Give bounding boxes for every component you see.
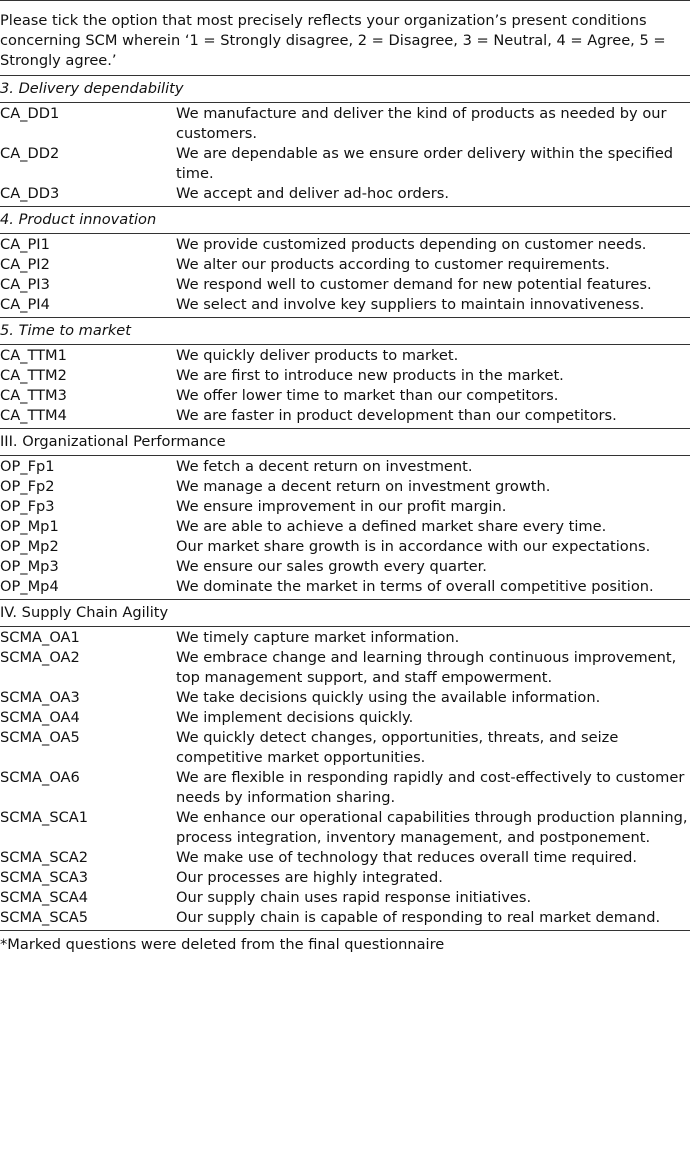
item-statement: We embrace change and learning through continuous improvement, top management support, and staff empowerment.	[176, 649, 677, 686]
item-statement: We manufacture and deliver the kind of products as needed by our customers.	[176, 105, 667, 142]
section-heading: 5. Time to market	[0, 317, 690, 345]
table-row	[0, 477, 690, 497]
item-code: CA_TTM2	[0, 367, 67, 384]
item-code: CA_PI4	[0, 296, 50, 313]
item-statement: Our processes are highly integrated.	[176, 869, 443, 886]
table-row	[0, 728, 690, 768]
item-statement: We implement decisions quickly.	[176, 709, 414, 726]
item-code: CA_TTM3	[0, 387, 67, 404]
item-code: OP_Fp3	[0, 498, 55, 515]
table-row	[0, 517, 690, 537]
item-code: OP_Mp4	[0, 578, 59, 595]
item-code: CA_PI1	[0, 236, 50, 253]
section-items	[0, 234, 690, 317]
item-code: OP_Fp1	[0, 458, 55, 475]
section-heading: 3. Delivery dependability	[0, 75, 690, 103]
item-statement: Our market share growth is in accordance with our expectations.	[176, 538, 651, 555]
item-code: SCMA_SCA3	[0, 869, 89, 886]
item-statement: We enhance our operational capabilities through production planning, process integration, inventory management, and postponement.	[176, 809, 688, 846]
section-heading: 4. Product innovation	[0, 206, 690, 234]
item-code: OP_Mp2	[0, 538, 59, 555]
item-statement: We quickly deliver products to market.	[176, 347, 459, 364]
table-row	[0, 868, 690, 888]
table-row	[0, 888, 690, 908]
section-heading: IV. Supply Chain Agility	[0, 599, 690, 627]
item-code: CA_DD2	[0, 145, 60, 162]
section-heading: III. Organizational Performance	[0, 428, 690, 456]
table-row	[0, 366, 690, 386]
table-row	[0, 235, 690, 255]
item-code: SCMA_OA1	[0, 629, 80, 646]
item-statement: We ensure our sales growth every quarter.	[176, 558, 487, 575]
table-row	[0, 457, 690, 477]
item-code: SCMA_OA3	[0, 689, 80, 706]
item-code: OP_Mp1	[0, 518, 59, 535]
item-statement: We dominate the market in terms of overall competitive position.	[176, 578, 654, 595]
item-code: OP_Fp2	[0, 478, 55, 495]
item-statement: We are first to introduce new products in the market.	[176, 367, 564, 384]
item-statement: We accept and deliver ad-hoc orders.	[176, 185, 449, 202]
table-row	[0, 104, 690, 144]
table-row	[0, 848, 690, 868]
table-row	[0, 808, 690, 848]
table-row	[0, 184, 690, 204]
item-code: CA_DD3	[0, 185, 60, 202]
item-code: SCMA_OA5	[0, 729, 80, 746]
item-code: OP_Mp3	[0, 558, 59, 575]
item-code: CA_TTM4	[0, 407, 67, 424]
item-statement: We are faster in product development than our competitors.	[176, 407, 617, 424]
item-code: SCMA_SCA5	[0, 909, 89, 926]
table-row	[0, 537, 690, 557]
item-code: SCMA_OA6	[0, 769, 80, 786]
item-code: CA_PI3	[0, 276, 50, 293]
item-code: SCMA_SCA4	[0, 889, 89, 906]
item-statement: We manage a decent return on investment growth.	[176, 478, 551, 495]
item-statement: We timely capture market information.	[176, 629, 460, 646]
table-row	[0, 295, 690, 315]
table-row	[0, 275, 690, 295]
section-items	[0, 103, 690, 206]
item-code: CA_TTM1	[0, 347, 67, 364]
sections-container	[0, 75, 690, 930]
table-row	[0, 386, 690, 406]
item-code: CA_PI2	[0, 256, 50, 273]
table-row	[0, 908, 690, 928]
item-statement: We are flexible in responding rapidly and cost-effectively to customer needs by information sharing.	[176, 769, 685, 806]
table-row	[0, 144, 690, 184]
table-row	[0, 255, 690, 275]
table-row	[0, 688, 690, 708]
section-items	[0, 345, 690, 428]
item-code: SCMA_OA4	[0, 709, 80, 726]
item-code: SCMA_SCA2	[0, 849, 89, 866]
item-statement: Our supply chain is capable of responding to real market demand.	[176, 909, 661, 926]
item-statement: We fetch a decent return on investment.	[176, 458, 473, 475]
footnote: *Marked questions were deleted from the final questionnaire	[0, 930, 690, 955]
item-statement: We respond well to customer demand for new potential features.	[176, 276, 652, 293]
item-statement: We are able to achieve a defined market share every time.	[176, 518, 607, 535]
table-row	[0, 346, 690, 366]
item-statement: We alter our products according to customer requirements.	[176, 256, 610, 273]
section-items	[0, 456, 690, 599]
item-statement: We ensure improvement in our profit margin.	[176, 498, 507, 515]
item-statement: We provide customized products depending on customer needs.	[176, 236, 647, 253]
instructions-text: Please tick the option that most precisely reflects your organization’s present conditions concerning SCM wherein ‘1 = Strongly disagree, 2 = Disagree, 3 = Neutral, 4 = Agree, 5 = Strongly agree.’	[0, 0, 690, 75]
item-statement: We select and involve key suppliers to maintain innovativeness.	[176, 296, 645, 313]
table-row	[0, 628, 690, 648]
item-statement: Our supply chain uses rapid response initiatives.	[176, 889, 532, 906]
item-code: SCMA_SCA1	[0, 809, 89, 826]
item-code: CA_DD1	[0, 105, 60, 122]
item-statement: We are dependable as we ensure order delivery within the specified time.	[176, 145, 674, 182]
table-row	[0, 768, 690, 808]
item-statement: We offer lower time to market than our competitors.	[176, 387, 559, 404]
item-statement: We make use of technology that reduces overall time required.	[176, 849, 638, 866]
table-row	[0, 497, 690, 517]
item-statement: We quickly detect changes, opportunities, threats, and seize competitive market opportunities.	[176, 729, 619, 766]
table-row	[0, 557, 690, 577]
section-items	[0, 627, 690, 930]
item-statement: We take decisions quickly using the available information.	[176, 689, 601, 706]
item-code: SCMA_OA2	[0, 649, 80, 666]
table-row	[0, 577, 690, 597]
table-row	[0, 406, 690, 426]
table-row	[0, 648, 690, 688]
table-row	[0, 708, 690, 728]
